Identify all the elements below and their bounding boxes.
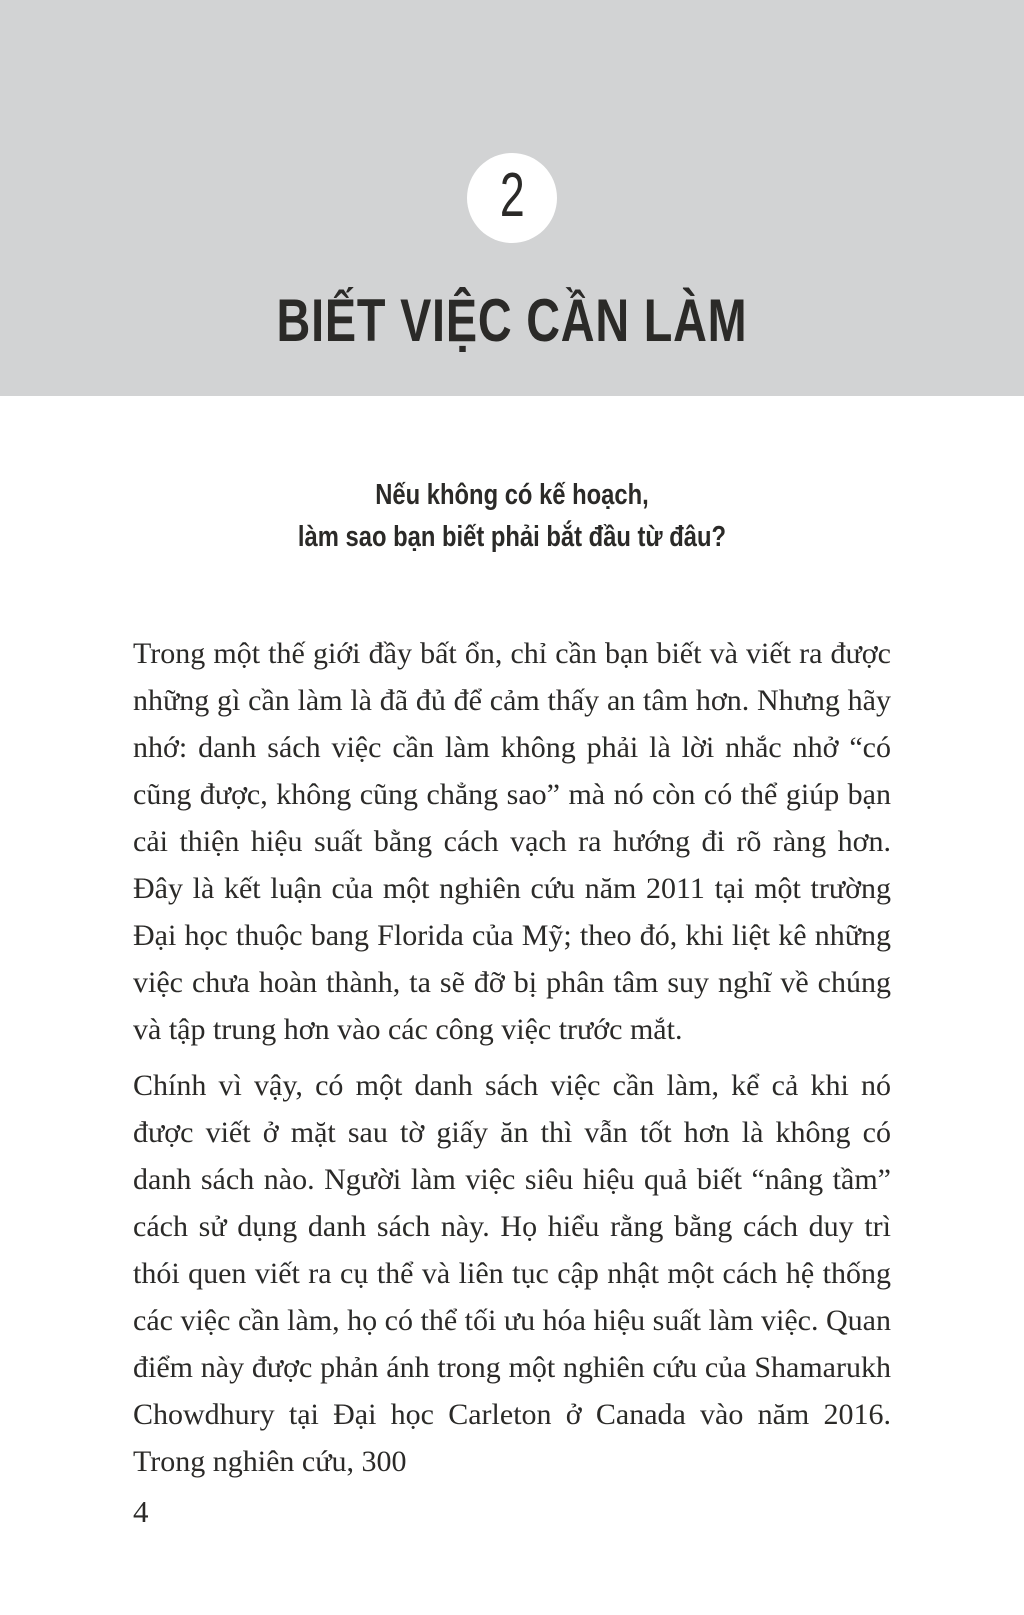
epigraph <box>92 474 932 558</box>
epigraph-line-2: làm sao bạn biết phải bắt đầu từ đâu? <box>297 521 727 553</box>
chapter-number-circle <box>467 153 557 243</box>
chapter-number: 2 <box>499 161 525 230</box>
paragraph: Chính vì vậy, có một danh sách việc cần làm, kể cả khi nó được viết ở mặt sau tờ giấy ăn thì vẫn tốt hơn là không có danh sách nào. Người làm việc siêu hiệu quả biết “nâng tầm” cách sử dụng danh sách này. Họ hiểu rằng bằng cách duy trì thói quen viết ra cụ thể và liên tục cập nhật một cách hệ thống các việc cần làm, họ có thể tối ưu hóa hiệu suất làm việc. Quan điểm này được phản ánh trong một nghiên cứu của Shamarukh Chowdhury tại Đại học Carleton ở Canada vào năm 2016. Trong nghiên cứu, 300 <box>133 1069 891 1478</box>
body-text <box>133 630 891 1494</box>
chapter-header-band <box>0 0 1024 396</box>
paragraph: Trong một thế giới đầy bất ổn, chỉ cần bạn biết và viết ra được những gì cần làm là đã đủ để cảm thấy an tâm hơn. Nhưng hãy nhớ: danh sách việc cần làm không phải là lời nhắc nhở “có cũng được, không cũng chẳng sao” mà nó còn có thể giúp bạn cải thiện hiệu suất bằng cách vạch ra hướng đi rõ ràng hơn. Đây là kết luận của một nghiên cứu năm 2011 tại một trường Đại học thuộc bang Florida của Mỹ; theo đó, khi liệt kê những việc chưa hoàn thành, ta sẽ đỡ bị phân tâm suy nghĩ về chúng và tập trung hơn vào các công việc trước mắt. <box>133 637 891 1046</box>
page-number: 4 <box>133 1494 149 1529</box>
chapter-title: BIẾT VIỆC CẦN LÀM <box>276 287 748 354</box>
epigraph-line-1: Nếu không có kế hoạch, <box>375 479 649 511</box>
